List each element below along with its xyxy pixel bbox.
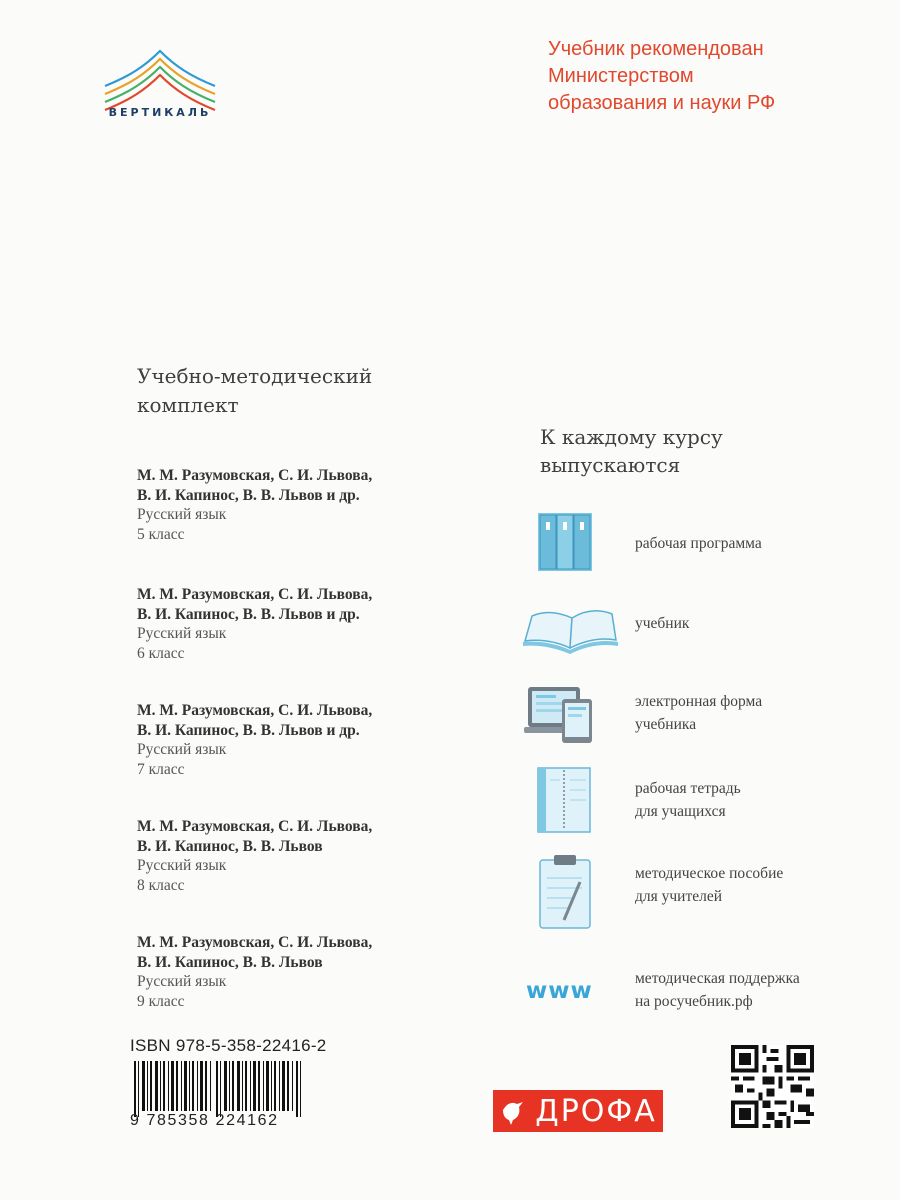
course-item (520, 508, 860, 578)
publisher-name: ДРОФА (535, 1093, 657, 1129)
recommendation-line: Учебник рекомендован (548, 38, 764, 60)
course-item-line: методическая поддержка (635, 970, 800, 987)
isbn-number: ISBN 978-5-358-22416-2 (130, 1036, 327, 1055)
book-authors: В. И. Капинос, В. В. Львов (137, 837, 323, 855)
book-grade: 7 класс (137, 760, 185, 778)
book-subject: Русский язык (137, 973, 227, 990)
course-item-line: учебник (635, 615, 690, 632)
course-item-line: рабочая программа (635, 535, 762, 552)
book-entry (137, 585, 447, 663)
kit-title-line: Учебно-методический (137, 364, 373, 388)
recommendation-text (548, 36, 868, 117)
book-authors: В. И. Капинос, В. В. Львов и др. (137, 486, 360, 504)
course-item-label (635, 862, 865, 908)
course-title (540, 423, 840, 479)
notebook-icon (520, 766, 620, 836)
course-item-label (635, 612, 865, 635)
book-authors: М. М. Разумовская, С. И. Львова, (137, 467, 373, 484)
open-book-icon (520, 596, 620, 666)
course-item-label (635, 777, 865, 823)
course-item-line: электронная форма (635, 693, 763, 710)
book-entry (137, 817, 447, 895)
book-authors: М. М. Разумовская, С. И. Львова, (137, 934, 373, 951)
book-grade: 5 класс (137, 525, 185, 543)
book-subject: Русский язык (137, 741, 227, 758)
book-authors: М. М. Разумовская, С. И. Львова, (137, 586, 373, 603)
barcode-digits: 9 785358 224162 (130, 1112, 279, 1129)
barcode-icon (130, 1058, 310, 1120)
book-authors: М. М. Разумовская, С. И. Львова, (137, 818, 373, 835)
bird-icon (499, 1096, 525, 1126)
recommendation-line: образования и науки РФ (548, 92, 776, 114)
www-icon: www (526, 978, 593, 1004)
book-subject: Русский язык (137, 857, 227, 874)
book-subject: Русский язык (137, 625, 227, 642)
book-authors: М. М. Разумовская, С. И. Львова, (137, 702, 373, 719)
book-entry (137, 933, 447, 1011)
publisher-logo (493, 1090, 663, 1132)
course-item (520, 681, 860, 751)
course-item-line: учебника (635, 716, 697, 733)
course-item-line: на росучебник.рф (635, 993, 753, 1010)
course-title-line: К каждому курсу (540, 425, 723, 449)
kit-title (137, 362, 437, 420)
course-item-line: рабочая тетрадь (635, 780, 741, 797)
book-grade: 6 класс (137, 644, 185, 662)
book-grade: 9 класс (137, 992, 185, 1010)
book-subject: Русский язык (137, 506, 227, 523)
book-authors: В. И. Капинос, В. В. Львов и др. (137, 605, 360, 623)
logo-name: ВЕРТИКАЛЬ (108, 106, 212, 119)
book-grade: 8 класс (137, 876, 185, 894)
course-item (520, 766, 860, 836)
book-entry (137, 701, 447, 779)
clipboard-icon (520, 852, 620, 932)
course-item-label (635, 532, 865, 555)
binders-icon (520, 508, 620, 578)
course-title-line: выпускаются (540, 453, 681, 477)
course-item (520, 596, 860, 666)
course-item-line: для учащихся (635, 803, 726, 820)
course-item-label (635, 967, 865, 1013)
book-entry (137, 466, 447, 544)
book-authors: В. И. Капинос, В. В. Львов (137, 953, 323, 971)
recommendation-line: Министерством (548, 65, 694, 87)
book-authors: В. И. Капинос, В. В. Львов и др. (137, 721, 360, 739)
kit-title-line: комплект (137, 393, 239, 417)
qr-code-icon[interactable] (731, 1045, 814, 1128)
course-item (520, 958, 860, 1028)
course-item-line: для учителей (635, 888, 723, 905)
course-item-label (635, 690, 865, 736)
course-item-line: методическое пособие (635, 865, 784, 882)
devices-icon (520, 681, 620, 751)
course-item (520, 852, 860, 922)
